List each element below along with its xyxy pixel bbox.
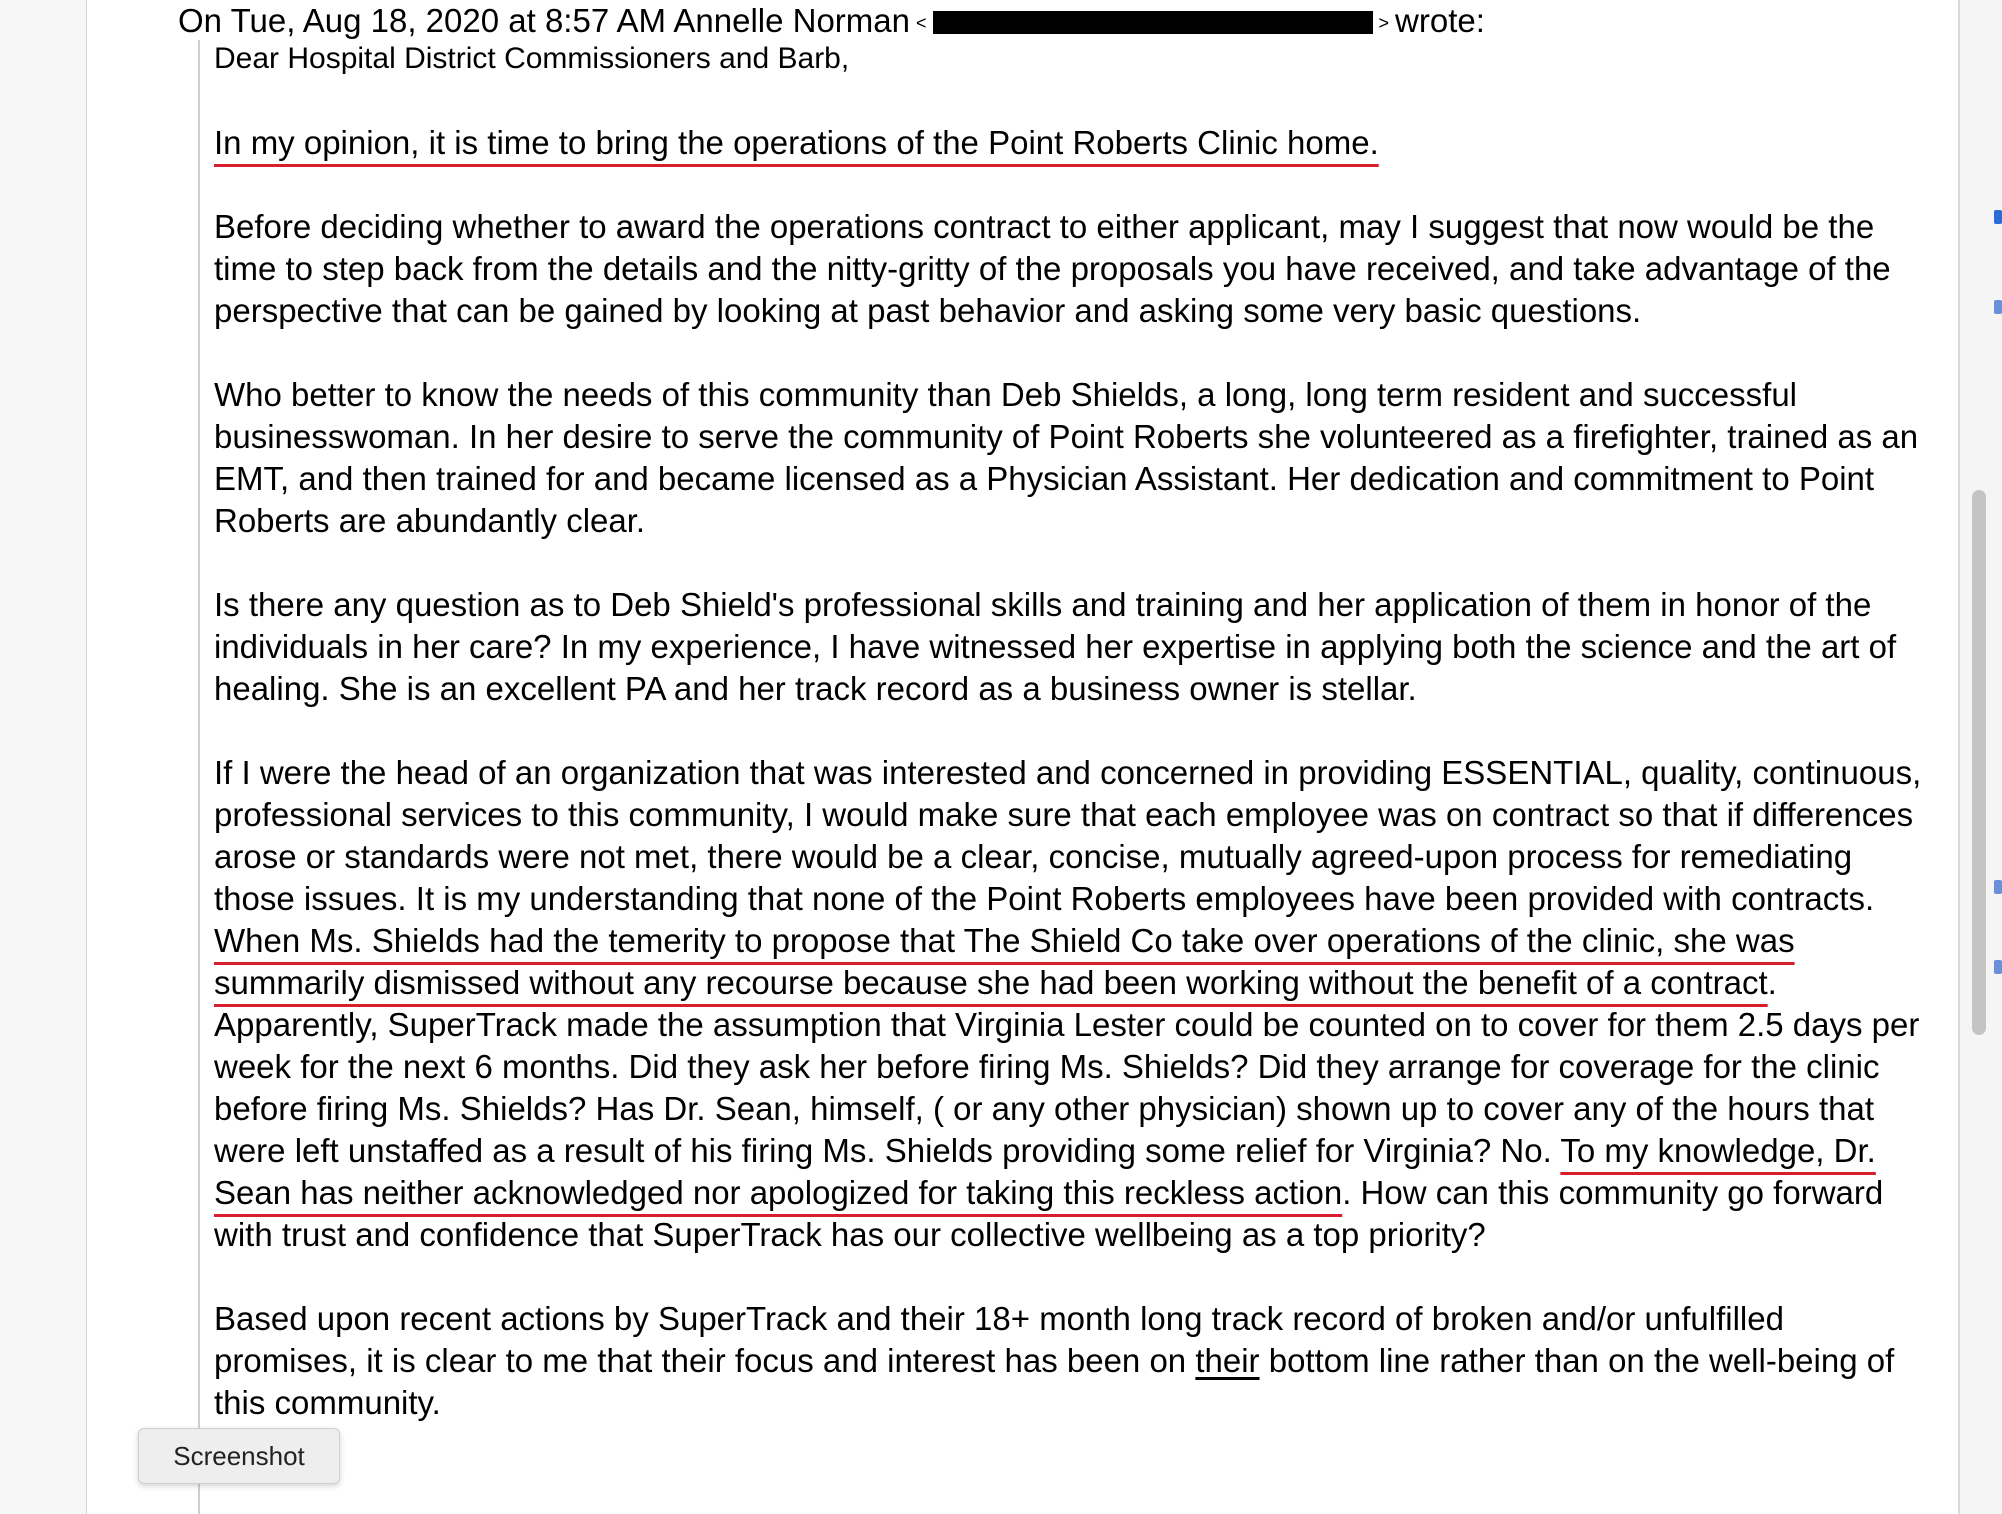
- underlined-word: their: [1195, 1342, 1260, 1379]
- text-run: bottom line rather than on the well-being of this community.: [214, 1342, 1895, 1421]
- highlight-underline: When Ms. Shields had the temerity to propose that The Shield Co take over operations of the clinic, she was summarily dismissed without any recourse because she had been working without the benefit of a contract: [214, 922, 1795, 1001]
- greeting: Dear Hospital District Commissioners and Barb,: [214, 42, 850, 75]
- screenshot-tooltip: Screenshot: [138, 1428, 340, 1484]
- quote-header: [178, 0, 1485, 42]
- highlight-underline: To my knowledge, Dr. Sean has neither acknowledged nor apologized for taking this reckless action: [214, 1132, 1876, 1211]
- edge-icon: [1994, 210, 2002, 224]
- open-bracket: <: [916, 13, 927, 34]
- paragraph-6: [214, 1298, 1924, 1424]
- paragraph-5: [214, 752, 1924, 1256]
- close-bracket: >: [1378, 13, 1390, 34]
- paragraph-2: Before deciding whether to award the operations contract to either applicant, may I suggest that now would be the time to step back from the details and the nitty-gritty of the proposals you have received, and take advantage of the perspective that can be gained by looking at past behavior and asking some very basic questions.: [214, 208, 1891, 329]
- paragraph-3: Who better to know the needs of this community than Deb Shields, a long, long term resident and successful businesswoman. In her desire to serve the community of Point Roberts she volunteered as a firefighter, trained as an EMT, and then trained for and became licensed as a Physician Assistant. Her dedication and commitment to Point Roberts are abundantly clear.: [214, 376, 1919, 539]
- text-run: If I were the head of an organization that was interested and concerned in providing ESSENTIAL, quality, continuous, professional services to this community, I would make sure that each employee was on contract so that if differences arose or standards were not met, there would be a clear, concise, mutually agreed-upon process for remediating those issues. It is my understanding that none of the Point Roberts employees have been provided with contracts.: [214, 754, 1922, 917]
- paragraph-1: [214, 122, 1924, 164]
- text-run: Based upon recent actions by SuperTrack and their 18+ month long track record of broken and/or unfulfilled promises, it is clear to me that their focus and interest has been on: [214, 1300, 1784, 1379]
- edge-icon: [1994, 300, 2002, 314]
- edge-icon: [1994, 960, 2002, 974]
- highlight-underline: In my opinion, it is time to bring the operations of the Point Roberts Clinic home.: [214, 124, 1379, 161]
- header-prefix: On Tue, Aug 18, 2020 at 8:57 AM Annelle Norman: [178, 2, 910, 39]
- text-run: . How can this community go forward with trust and confidence that SuperTrack has our collective wellbeing as a top priority?: [214, 1174, 1884, 1253]
- left-divider: [86, 0, 87, 1514]
- paragraph-4: Is there any question as to Deb Shield's professional skills and training and her application of them in honor of the individuals in her care? In my experience, I have witnessed her expertise in applying both the science and the art of healing. She is an excellent PA and her track record as a business owner is stellar.: [214, 586, 1897, 707]
- redacted-email: [933, 11, 1373, 34]
- scrollbar-thumb[interactable]: [1972, 490, 1986, 1035]
- edge-icon: [1994, 880, 2002, 894]
- left-gutter: [0, 0, 86, 1514]
- text-run: . Apparently, SuperTrack made the assumption that Virginia Lester could be counted on to cover for them 2.5 days per week for the next 6 months. Did they ask her before firing Ms. Shields? Did they arrange for coverage for the clinic before firing Ms. Shields? Has Dr. Sean, himself, ( or any other physician) shown up to cover any of the hours that were left unstaffed as a result of his firing Ms. Shields providing some relief for Virginia? No.: [214, 964, 1920, 1169]
- email-body: [214, 38, 1924, 1424]
- header-suffix: wrote:: [1395, 2, 1485, 39]
- quote-bar: [198, 40, 200, 1514]
